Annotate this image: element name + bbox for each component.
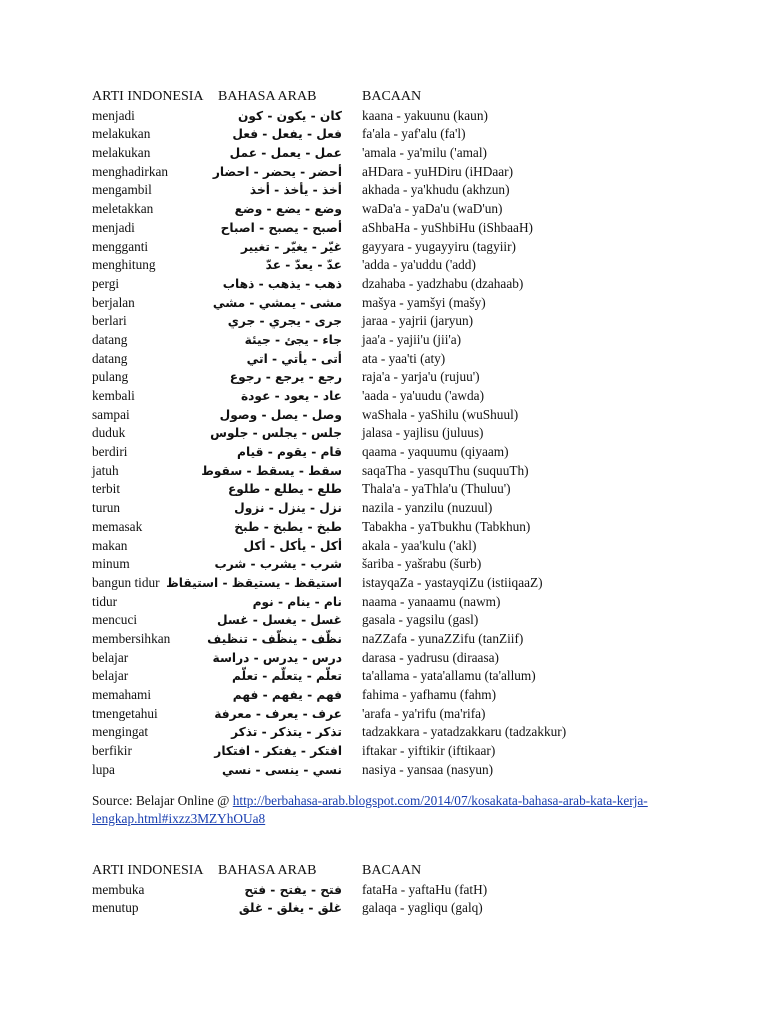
cell-arti-indonesia: kembali — [92, 388, 135, 403]
source-citation — [92, 792, 692, 828]
source-link[interactable]: http://berbahasa-arab.blogspot.com/2014/07/kosakata-bahasa-arab-kata-kerja-lengkap.html#ixzz3MZYhOUa8 — [92, 793, 648, 826]
header-arti-indonesia: ARTI INDONESIA — [92, 89, 204, 104]
cell-bacaan: iftakar - yiftikir (iftikaar) — [362, 743, 496, 759]
cell-arti-indonesia: menghadirkan — [92, 163, 169, 179]
cell-arti-indonesia: lupa — [92, 761, 115, 777]
cell-arti-indonesia: tidur — [92, 593, 118, 609]
cell-bacaan: raja'a - yarja'u (rujuu') — [362, 369, 480, 385]
cell-bacaan: qaama - yaquumu (qiyaam) — [362, 444, 509, 460]
cell-bacaan: fa'ala - yaf'alu (fa'l) — [362, 126, 466, 142]
source-prefix: Source: Belajar Online @ — [92, 793, 233, 808]
cell-bacaan: aHDara - yuHDiru (iHDaar) — [362, 163, 513, 179]
cell-bahasa-arab: قام - يقوم - قيام — [237, 445, 342, 460]
cell-bacaan: galaqa - yagliqu (galq) — [362, 900, 483, 916]
cell-bahasa-arab: طلع - يطلع - طلوع — [227, 482, 342, 497]
header-arti-indonesia: ARTI INDONESIA — [92, 863, 204, 878]
cell-bacaan: 'adda - ya'uddu ('add) — [362, 257, 476, 273]
cell-arti-indonesia: datang — [92, 331, 128, 347]
cell-arti-indonesia: melakukan — [92, 126, 151, 142]
cell-bacaan: kaana - yakuunu (kaun) — [362, 107, 488, 123]
cell-bacaan: saqaTha - yasquThu (suquuTh) — [362, 462, 529, 478]
cell-bacaan: šariba - yašrabu (šurb) — [362, 556, 482, 572]
cell-bacaan: 'amala - ya'milu ('amal) — [362, 145, 487, 161]
header-bahasa-arab: BAHASA ARAB — [218, 863, 317, 878]
cell-bahasa-arab: جلس - يجلس - جلوس — [210, 426, 342, 441]
cell-bahasa-arab: جاء - يجئ - جيئة — [244, 332, 342, 347]
cell-arti-indonesia: turun — [92, 500, 121, 516]
cell-bahasa-arab: فتح - يفتح - فتح — [244, 882, 342, 897]
cell-bacaan: nasiya - yansaa (nasyun) — [362, 761, 494, 777]
cell-arti-indonesia: bangun tidur — [92, 574, 160, 590]
header-bacaan: BACAAN — [362, 89, 422, 104]
cell-arti-indonesia: terbit — [92, 481, 121, 497]
cell-bacaan: jaraa - yajrii (jaryun) — [362, 313, 474, 329]
cell-bacaan: akala - yaa'kulu ('akl) — [362, 537, 477, 553]
cell-bahasa-arab: أكل - يأكل - أكل — [243, 538, 342, 553]
cell-bacaan: fataHa - yaftaHu (fatH) — [362, 881, 488, 897]
cell-bahasa-arab: افتكر - يفتكر - افتكار — [214, 744, 342, 759]
cell-bacaan: mašya - yamšyi (mašy) — [362, 294, 486, 310]
cell-bahasa-arab: وصل - يصل - وصول — [219, 407, 342, 422]
cell-arti-indonesia: menghitung — [92, 257, 156, 273]
cell-bahasa-arab: أحضر - يحضر - احضار — [212, 164, 342, 179]
cell-bahasa-arab: غسل - يغسل - غسل — [216, 613, 342, 628]
cell-arti-indonesia: pulang — [92, 369, 129, 385]
cell-bacaan: istayqaZa - yastayqiZu (istiiqaaZ) — [362, 574, 543, 590]
cell-arti-indonesia: memasak — [92, 518, 143, 534]
cell-bahasa-arab: درس - يدرس - دراسة — [212, 650, 342, 665]
cell-arti-indonesia: melakukan — [92, 145, 151, 161]
cell-arti-indonesia: jatuh — [92, 462, 119, 478]
cell-bacaan: 'aada - ya'uudu ('awda) — [362, 388, 484, 403]
cell-bahasa-arab: ذهب - يذهب - ذهاب — [222, 276, 342, 291]
cell-bahasa-arab: أخذ - يأخذ - أخذ — [249, 183, 342, 198]
cell-bahasa-arab: مشى - يمشي - مشي — [212, 295, 342, 310]
cell-bahasa-arab: أصبح - يصبح - اصباح — [220, 220, 342, 235]
cell-arti-indonesia: makan — [92, 537, 128, 553]
cell-arti-indonesia: belajar — [92, 668, 129, 684]
cell-bacaan: naZZafa - yunaZZifu (tanZiif) — [362, 630, 524, 646]
cell-bacaan: gayyara - yugayyiru (tagyiir) — [362, 238, 516, 254]
cell-bacaan: ta'allama - yata'allamu (ta'allum) — [362, 668, 536, 684]
cell-bahasa-arab: غيّر - يغيّر - تغيير — [241, 239, 342, 254]
cell-bahasa-arab: عاد - يعود - عودة — [240, 389, 342, 403]
cell-bacaan: naama - yanaamu (nawm) — [362, 593, 501, 609]
cell-arti-indonesia: mengambil — [92, 182, 152, 198]
cell-bahasa-arab: فعل - يفعل - فعل — [232, 127, 342, 142]
cell-bacaan: dzahaba - yadzhabu (dzahaab) — [362, 275, 524, 291]
cell-arti-indonesia: memahami — [92, 687, 152, 702]
cell-bacaan: jalasa - yajlisu (juluus) — [362, 425, 484, 441]
cell-arti-indonesia: menjadi — [92, 219, 135, 235]
cell-arti-indonesia: mengganti — [92, 238, 149, 254]
cell-bacaan: jaa'a - yajii'u (jii'a) — [362, 331, 462, 347]
cell-bahasa-arab: تعلّم - يتعلّم - تعلّم — [231, 669, 342, 684]
cell-arti-indonesia: tmengetahui — [92, 705, 158, 721]
cell-bacaan: akhada - ya'khudu (akhzun) — [362, 182, 510, 198]
cell-bacaan: Thala'a - yaThla'u (Thuluu') — [362, 481, 511, 497]
cell-bahasa-arab: سقط - يسقط - سقوط — [201, 463, 342, 478]
cell-bahasa-arab: رجع - يرجع - رجوع — [229, 370, 342, 385]
cell-bahasa-arab: جرى - يجري - جري — [227, 314, 342, 329]
header-bacaan: BACAAN — [362, 863, 422, 878]
cell-arti-indonesia: menjadi — [92, 107, 135, 123]
cell-bahasa-arab: كان - يكون - كون — [238, 108, 342, 123]
cell-bahasa-arab: عمل - يعمل - عمل — [229, 146, 342, 161]
cell-arti-indonesia: duduk — [92, 425, 126, 441]
cell-arti-indonesia: belajar — [92, 649, 129, 665]
cell-bacaan: nazila - yanzilu (nuzuul) — [362, 500, 493, 516]
cell-arti-indonesia: pergi — [92, 275, 120, 291]
cell-arti-indonesia: minum — [92, 556, 130, 572]
cell-arti-indonesia: menutup — [92, 900, 139, 916]
cell-bacaan: waShala - yaShilu (wuShuul) — [362, 406, 519, 422]
cell-arti-indonesia: sampai — [92, 406, 130, 422]
cell-arti-indonesia: meletakkan — [92, 201, 154, 217]
cell-arti-indonesia: membuka — [92, 881, 145, 897]
cell-bahasa-arab: شرب - يشرب - شرب — [214, 557, 342, 572]
cell-arti-indonesia: datang — [92, 350, 128, 366]
cell-bacaan: ata - yaa'ti (aty) — [362, 350, 446, 366]
cell-bahasa-arab: استيقظ - يستيقظ - استيقاظ — [166, 575, 342, 590]
cell-arti-indonesia: mengingat — [92, 724, 149, 740]
cell-bahasa-arab: أتى - يأتي - اتي — [246, 351, 342, 366]
cell-arti-indonesia: berdiri — [92, 444, 128, 460]
cell-bahasa-arab: طبخ - يطبخ - طبخ — [234, 519, 342, 534]
cell-bacaan: fahima - yafhamu (fahm) — [362, 687, 497, 702]
cell-bahasa-arab: عرف - يعرف - معرفة — [214, 706, 342, 721]
cell-bacaan: waDa'a - yaDa'u (waD'un) — [362, 201, 503, 217]
cell-arti-indonesia: mencuci — [92, 612, 138, 628]
cell-arti-indonesia: berfikir — [92, 743, 132, 759]
cell-bahasa-arab: نزل - ينزل - نزول — [234, 501, 342, 516]
cell-arti-indonesia: berjalan — [92, 294, 135, 310]
cell-bahasa-arab: عدّ - يعدّ - عدّ — [265, 258, 342, 273]
header-bahasa-arab: BAHASA ARAB — [218, 89, 317, 104]
cell-bacaan: Tabakha - yaTbukhu (Tabkhun) — [362, 518, 531, 534]
cell-bahasa-arab: نام - ينام - نوم — [252, 594, 342, 609]
cell-bahasa-arab: نظّف - ينظّف - تنظيف — [207, 631, 342, 646]
cell-bahasa-arab: غلق - يغلق - غلق — [238, 901, 342, 916]
cell-bacaan: aShbaHa - yuShbiHu (iShbaaH) — [362, 219, 533, 235]
cell-bacaan: darasa - yadrusu (diraasa) — [362, 649, 499, 665]
cell-bahasa-arab: نسي - ينسى - نسي — [222, 762, 342, 777]
cell-bahasa-arab: وضع - يضع - وضع — [234, 202, 342, 217]
cell-arti-indonesia: berlari — [92, 313, 127, 329]
cell-arti-indonesia: membersihkan — [92, 630, 171, 646]
cell-bahasa-arab: فهم - يفهم - فهم — [232, 688, 342, 702]
cell-bacaan: 'arafa - ya'rifu (ma'rifa) — [362, 705, 486, 721]
cell-bacaan: gasala - yagsilu (gasl) — [362, 612, 479, 628]
cell-bacaan: tadzakkara - yatadzakkaru (tadzakkur) — [362, 724, 567, 740]
cell-bahasa-arab: تذكر - يتذكر - تذكر — [231, 725, 342, 740]
